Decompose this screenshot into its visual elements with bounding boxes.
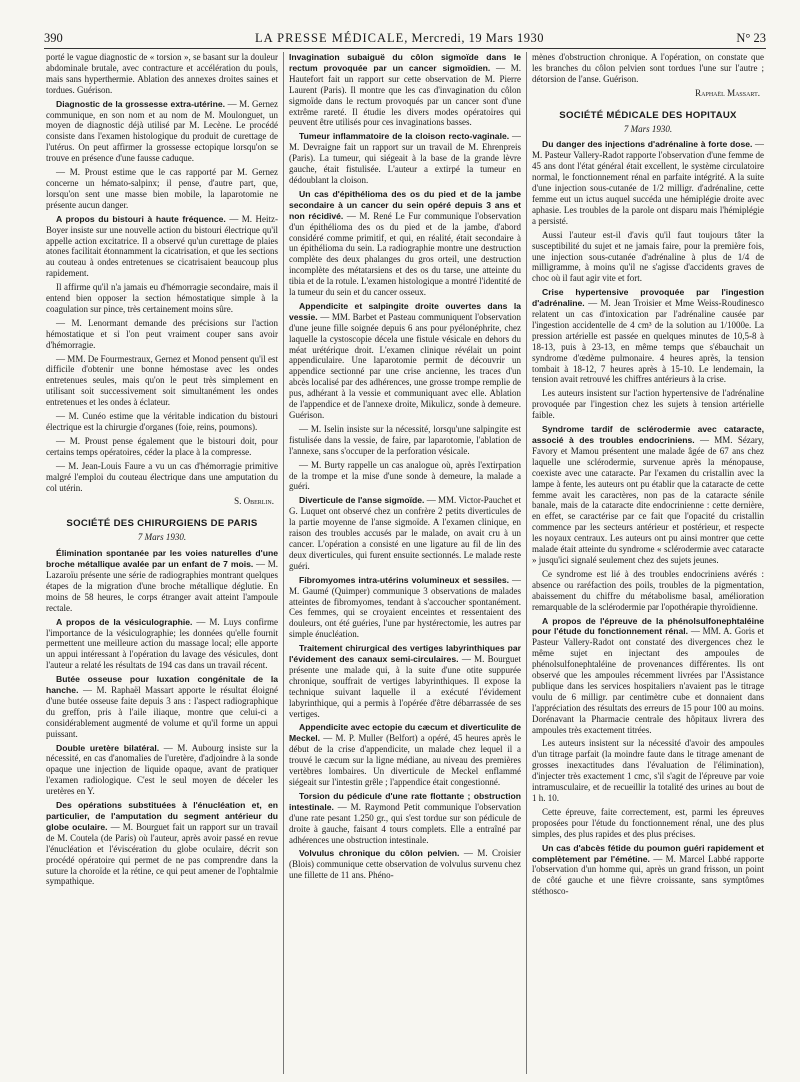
- article-phenolsulfonephtaleine: [532, 616, 764, 736]
- paragraph: — M. Jean-Louis Faure a vu un cas d'hémorragie primitive malgré l'emploi du couteau électrique dans une amputation du col utérin.: [46, 460, 278, 493]
- article-title: Invagination subaiguë du côlon sigmoïde dans le rectum provoquée par un cancer sigmoïdien.: [289, 52, 521, 73]
- article-broche: [46, 548, 278, 613]
- article-text: — M. Croisier (Blois) communique cette observation de volvulus survenu chez une fillette de 11 ans. Phéno-: [289, 848, 521, 881]
- article-text: — M. Hautefort fait un rapport sur cette observation de M. Pierre Laurent (Paris). Il montre que les cas d'invagination du côlon sigmoïde dans le rectum provoqués par un cancer sont d'une extrême rareté. Il étudie les divers modes opératoires qui peuvent être utilisés pour ces invaginations basses.: [289, 62, 521, 128]
- society-date: 7 Mars 1930.: [137, 532, 187, 543]
- paragraph: Il affirme qu'il n'a jamais eu d'hémorragie secondaire, mais il entend bien opposer la section hémostatique simple à la coagulation sur pince, très certainement moins sûre.: [46, 282, 278, 314]
- article-volvulus: [289, 848, 521, 881]
- article-text: — MM. A. Goris et Pasteur Vallery-Radot ont constaté des divergences chez le même sujet en injectant des ampoules de phénolsulfonephtaléine de provenances différentes. Ils ont observé que les ampoules récemment livrées par l'Assistance publique dans les services hospitaliers n'avaient pas le titrage voulu de 6 milligr. par centimètre cube et donnaient dans l'appréciation des résultats des erreurs de 15 pour 100 au moins. Dorénavant la Pharmacie centrale des hôpitaux livrera des ampoules très exactement titrées.: [532, 626, 764, 735]
- article-vesiculographie: [46, 617, 278, 672]
- column-middle: [289, 52, 521, 1074]
- article-title: Fibromyomes intra-utérins volumineux et sessiles.: [299, 574, 510, 585]
- article-title: A propos du bistouri à haute fréquence.: [56, 213, 226, 224]
- article-title: Appendicite avec ectopie du cæcum et diverticulite de Meckel.: [289, 722, 521, 744]
- column-left: [46, 52, 278, 1074]
- article-bistouri: [46, 214, 278, 279]
- paragraph: — M. Burty rappelle un cas analogue où, après l'extirpation de la trompe et la mise d'une sonde à demeure, la malade a guéri.: [289, 459, 521, 492]
- article-title: Volvulus chronique du côlon pelvien.: [299, 848, 460, 859]
- article-title: A propos de la vésiculographie.: [56, 616, 193, 627]
- article-text: — M. Raphaël Massart apporte le résultat éloigné d'une butée osseuse faite depuis 3 ans : l'aspect radiographique du greffon, pris à l'aile iliaque, montre que celui-ci a considérablement augmenté de volume et qu'il forme un appui puissant.: [46, 685, 278, 739]
- issue-date: Mercredi, 19 Mars 1930: [411, 31, 545, 45]
- article-title: Traitement chirurgical des vertiges labyrinthiques par l'évidement des canaux semi-circulaires.: [289, 643, 521, 665]
- paragraph: Les auteurs insistent sur la nécessité d'avoir des ampoules d'un titrage parfait (la moindre faute dans le titrage amenant de grosses inexactitudes dans l'évaluation de l'élimination), d'injecter très exactement 1 cmc, s'il s'agit de l'épreuve par voie intramusculaire, et de recueillir la totalité des urines au bout de 1 h. 10.: [532, 738, 764, 803]
- article-title: Torsion du pédicule d'une rate flottante ; obstruction intestinale.: [289, 790, 521, 812]
- article-title: Diagnostic de la grossesse extra-utérine.: [56, 98, 225, 109]
- article-text: — MM. Sézary, Favory et Mamou présentent une malade âgée de 67 ans chez laquelle une sclérodermie, survenue après la ménopause, coexiste avec une cataracte. Par l'examen du cristallin avec la lampe à fente, les auteurs ont pu établir que la cataracte de cette femme avait les caractères, non pas de la cataracte sénile banale, mais de la cataracte dite endocrinienne : cette dernière, en effet, se caractérise par ce fait que l'opacité du cristallin commence par les secteurs antérieur et postérieur, et respecte les noyaux centraux. Les auteurs ont pu ainsi montrer que cette malade était atteinte du syndrome « sclérodermie avec cataracte » jusqu'ici signalé seulement chez des sujets jeunes.: [532, 435, 764, 565]
- article-title: Appendicite et salpingite droite ouvertes dans la vessie.: [289, 300, 521, 322]
- journal-name: LA PRESSE MÉDICALE: [255, 31, 405, 45]
- article-vertiges: [289, 643, 521, 719]
- article-title: Crise hypertensive provoquée par l'ingestion d'adrénaline.: [532, 287, 764, 309]
- article-text: — M. Jean Troisier et Mme Weiss-Roudinesco relatent un cas d'intoxication par l'adrénaline causée par l'ingestion accidentelle de 4 cm³ de la solution au 1/1000e. La pression artérielle est passée en quelques minutes de 10,5-8 à 18-13, puis à 23-13, en même temps que s'ébauchait un syndrome d'œdème pulmonaire. 4 heures après, la tension tombait à 18-12, 7 heures après à 15-10. Le lendemain, la tension avait retrouvé les chiffres antérieurs à la crise.: [532, 298, 764, 385]
- article-text: — MM. Victor-Pauchet et G. Luquet ont observé chez un confrère 2 petits diverticules de la partie moyenne de l'anse sigmoïde. A l'examen clinique, en raison des troubles accusés par le malade, on avait cru à un cancer. L'opération a consisté en une ligature au fil de lin des deux diverticules, qui furent ensuite sectionnés. Le malade reste guéri.: [289, 495, 521, 571]
- article-text: — M. Bourguet présente une malade qui, à la suite d'une otite suppurée chronique, souffrait de vertiges labyrinthiques. Il expose la technique suivant laquelle il a exécuté l'évidement labyrinthique, qui a permis à l'opérée d'être débarrassée de ses vertiges.: [289, 654, 521, 719]
- article-appendicite-salpingite: [289, 301, 521, 421]
- article-butee-osseuse: [46, 674, 278, 739]
- paragraph: — M. Lenormant demande des précisions sur l'action hémostatique et si l'on peut vraiment couper sans avoir d'hémorragie.: [46, 317, 278, 350]
- article-title: Diverticule de l'anse sigmoïde.: [299, 495, 425, 506]
- article-adrenaline-danger: [532, 139, 764, 226]
- article-text: — M. René Le Fur communique l'observation d'un épithélioma des os du pied et de la jambe, d'abord considéré comme primitif, et qui, en réalité, était secondaire à un épithélioma du sein. La radiographie montre une destruction complète des deux phalanges du gros orteil, une destruction incomplète des métatarsiens et des os du tarse, une atteinte du tibia et de la rotule. L'examen histologique a montré l'identité de la tumeur du sein et du cancer osseux.: [289, 210, 521, 298]
- article-title: Un cas d'épithélioma des os du pied et de la jambe secondaire à un cancer du sein opéré depuis 3 ans et non récidivé.: [289, 188, 521, 221]
- column-right: [532, 52, 764, 1074]
- article-meckel: [289, 722, 521, 787]
- article-diagnostic-grossesse: [46, 99, 278, 164]
- paragraph: Les auteurs insistent sur l'action hypertensive de l'adrénaline provoquée par l'ingestion chez les sujets à tension artérielle faible.: [532, 388, 764, 421]
- article-text: — M. Pasteur Vallery-Radot rapporte l'observation d'une femme de 45 ans dont l'état général était excellent, le système circulatoire normal, le fonctionnement rénal en parfaite intégrité. A la suite d'une injection sous-cutanée de 1/2 milligr. d'adrénaline, cette femme eut un ictus auquel succéda une hémiplégie droite avec aphasie. Les troubles de la parole ont disparu mais l'hémiplégie a persisté.: [532, 139, 764, 226]
- header-title: LA PRESSE MÉDICALE, Mercredi, 19 Mars 1930: [255, 31, 545, 45]
- column-rule: [526, 52, 527, 1074]
- article-text: — MM. Barbet et Pasteau communiquent l'observation d'une jeune fille soignée depuis 6 ans pour pyélonéphrite, chez laquelle la cystoscopie décela une fistule vésicale en dehors du méat urétérique droit. L'examen clinique révélait un point appendiculaire. Une laparotomie permit de découvrir un appendice sectionné par une crise ancienne, les traces d'un abcès localisé par des adhérences, une grosse trompe remplie de pus, adhérant à la vessie et communiquant avec elle. Ablation de l'appendice et de l'annexe droite, Mikulicz, sonde à demeure. Guérison.: [289, 311, 521, 420]
- article-title: Double uretère bilatéral.: [56, 742, 160, 753]
- society-date: 7 Mars 1930.: [623, 123, 673, 134]
- article-sclerodermie: [532, 424, 764, 566]
- article-text: — M. Luys confirme l'importance de la vésiculographie; les données qu'elle fournit permettent une meilleure action du massage local; elle apporte un appui intéressant à l'opération du lavage des vésicules, dont l'auteur a relaté les résultats de 194 cas dans un travail récent.: [46, 616, 278, 671]
- paragraph: — M. Cunéo estime que la véritable indication du bistouri électrique est la chirurgie d'organes (foie, reins, poumons).: [46, 411, 278, 432]
- article-crise-hypertensive: [532, 287, 764, 385]
- article-title: Des opérations substituées à l'énucléation et, en particulier, de l'amputation du segment antérieur du globe oculaire.: [46, 800, 278, 832]
- article-tumeur-cloison: [289, 131, 521, 186]
- paragraph: mènes d'obstruction chronique. A l'opération, on constate que les branches du côlon pelvien sont tordues l'une sur l'autre ; détorsion de l'anse. Guérison.: [532, 52, 764, 84]
- article-title: Du danger des injections d'adrénaline à forte dose.: [542, 139, 753, 150]
- article-title: Tumeur inflammatoire de la cloison recto-vaginale.: [299, 131, 510, 142]
- article-title: A propos de l'épreuve de la phénolsulfonephtaléine pour l'étude du fonctionnement rénal.: [532, 615, 764, 637]
- article-epithelioma: [289, 189, 521, 298]
- article-text: — M. Heitz-Boyer insiste sur une nouvelle action du bistouri électrique qu'il appelle action excitatrice. Il a observé qu'un curettage de plaies atones facilitait étonnamment la cicatrisation, et que les sections au couteau à ondes entretenues se cicatrisaient beaucoup plus rapidement.: [46, 213, 278, 279]
- article-title: Syndrome tardif de sclérodermie avec cataracte, associé à des troubles endocriniens.: [532, 424, 764, 445]
- article-title: Un cas d'abcès fétide du poumon guéri rapidement et complètement par l'émétine.: [532, 842, 764, 864]
- article-text: — M. P. Muller (Belfort) a opéré, 45 heures après le début de la crise d'appendicite, un malade chez lequel il a trouvé le cæcum sur la ligne médiane, au niveau des premières vertèbres lombaires. Un diverticule de Meckel enflammé siégeait sur l'intestin grêle ; l'appendice était congestionné.: [289, 733, 521, 787]
- paragraph: — M. Proust estime que le cas rapporté par M. Gernez concerne un hémato-salpinx; il pense, d'autre part, que, lorsqu'on sent une masse bien mobile, la laparotomie ne présente aucun danger.: [46, 167, 278, 210]
- column-rule: [283, 52, 284, 1074]
- paragraph: — M. Iselin insiste sur la nécessité, lorsqu'une salpingite est fistulisée dans la vessie, de faire, par laparotomie, l'ablation de l'annexe, sans s'occuper de la perforation vésicale.: [289, 423, 521, 456]
- page-header: [44, 24, 766, 49]
- paragraph: Ce syndrome est lié à des troubles endocriniens avérés : absence ou raréfaction des poils, troubles de la pigmentation, abaissement du chiffre du métabolisme basal, amélioration remarquable de la sclérodermie par l'opothérapie thyroïdienne.: [532, 568, 764, 612]
- paragraph: — M. Proust pense également que le bistouri doit, pour certains temps opératoires, céder la place à la compresse.: [46, 435, 278, 457]
- society-heading: SOCIÉTÉ MÉDICALE DES HOPITAUX: [559, 109, 737, 121]
- article-rate-flottante: [289, 791, 521, 846]
- paragraph: Aussi l'auteur est-il d'avis qu'il faut toujours tâter la susceptibilité du sujet et ne jamais faire, pour la première fois, une injection sous-cutanée d'adrénaline à plus de 1/4 de milligramme, à moins qu'il ne s'agisse d'accidents graves de choc où il faut agir vite et fort.: [532, 229, 764, 284]
- issue-number: N° 23: [736, 31, 766, 45]
- article-title: Butée osseuse pour luxation congénitale de la hanche.: [46, 674, 278, 696]
- page-number: 390: [44, 31, 63, 45]
- article-text: — M. Devraigne fait un rapport sur un travail de M. Ehrenpreis (Paris). La tumeur, qui siégeait à la base de la grande lèvre gauche, était fistulisée. L'auteur a extirpé la tumeur en dédoublant la cloison.: [289, 131, 521, 185]
- signature: S. Oberlin.: [234, 496, 274, 507]
- article-text: — M. Raymond Petit communique l'observation d'une rate pesant 1.250 gr., qui s'est tordue sur son pédicule de droite à gauche, faisant 4 tours complets. Elle a entraîné par adhérences une obstruction intestinale.: [289, 801, 521, 845]
- signature: Raphaël Massart.: [695, 87, 760, 98]
- paragraph: — MM. De Fourmestraux, Gernez et Monod pensent qu'il est difficile d'obtenir une bonne hémostase avec les ondes entretenues seules, mais qu'on le peut très simplement en utilisant soit successivement soit simultanément les ondes entretenues et les ondes à éclateur.: [46, 353, 278, 408]
- paragraph: porté le vague diagnostic de « torsion », se basant sur la douleur abdominale brutale, avec contracture et accélération du pouls, mais sans hyperthermie. Ablation des annexes droites saines et tordues. Guérison.: [46, 52, 278, 95]
- article-invagination: [289, 52, 521, 128]
- article-text: — M. Bourguet fait un rapport sur un travail de M. Coutela (de Paris) où l'auteur, après avoir passé en revue l'énucléation et l'éviscération du globe oculaire, décrit son procédé opératoire qui permet de ne pas comprendre dans la suture la choroïde et la rétine, ce qui peut amener de l'ophtalmie sympathique.: [46, 821, 278, 887]
- article-text: — M. Gernez communique, en son nom et au nom de M. Moulonguet, un moyen de diagnostic déjà utilisé par M. Lecène. Le procédé consiste dans l'examen histologique du produit de curettage de l'utérus. On peut affirmer la grossesse ectopique lorsqu'on se trouve en présence d'une fausse caduque.: [46, 98, 278, 164]
- article-text: — M. Aubourg insiste sur la nécessité, en cas d'anomalies de l'uretère, d'adjoindre à la sonde opaque une injection de liquide opaque, avant de pratiquer l'examen radiologique. C'est le seul moyen de déceler les uretères en Y.: [46, 742, 278, 797]
- article-diverticule: [289, 495, 521, 571]
- society-heading: SOCIÉTÉ DES CHIRURGIENS DE PARIS: [66, 518, 258, 530]
- article-text: — M. Lazaroïu présente une série de radiographies montrant quelques étapes de la migration d'une broche métallique déglutie. En moins de 58 heures, le corps étranger avait atteint l'ampoule rectale.: [46, 559, 278, 613]
- paragraph: Cette épreuve, faite correctement, est, parmi les épreuves proposées pour l'étude du fonctionnement rénal, une des plus simples, des plus rapides et des plus précises.: [532, 806, 764, 839]
- article-title: Élimination spontanée par les voies naturelles d'une broche métallique avalée par un enfant de 7 mois.: [46, 548, 278, 570]
- article-text: — M. Gaumé (Quimper) communique 3 observations de malades atteintes de fibromyomes, tendant à s'accoucher spontanément. Ces femmes, qui se croyaient enceintes et ressentaient des douleurs, ont été guéries, l'une par hystérectomie, les autres par simple énucléation.: [289, 574, 521, 640]
- article-fibromyomes: [289, 575, 521, 640]
- article-enucleation: [46, 800, 278, 887]
- article-abces-poumon: [532, 843, 764, 898]
- article-double-uretere: [46, 743, 278, 798]
- article-text: — M. Marcel Labbé rapporte l'observation d'un homme qui, après un grand frisson, un point de côté gauche et une fièvre croissante, sans symptômes stéthosco-: [532, 853, 764, 897]
